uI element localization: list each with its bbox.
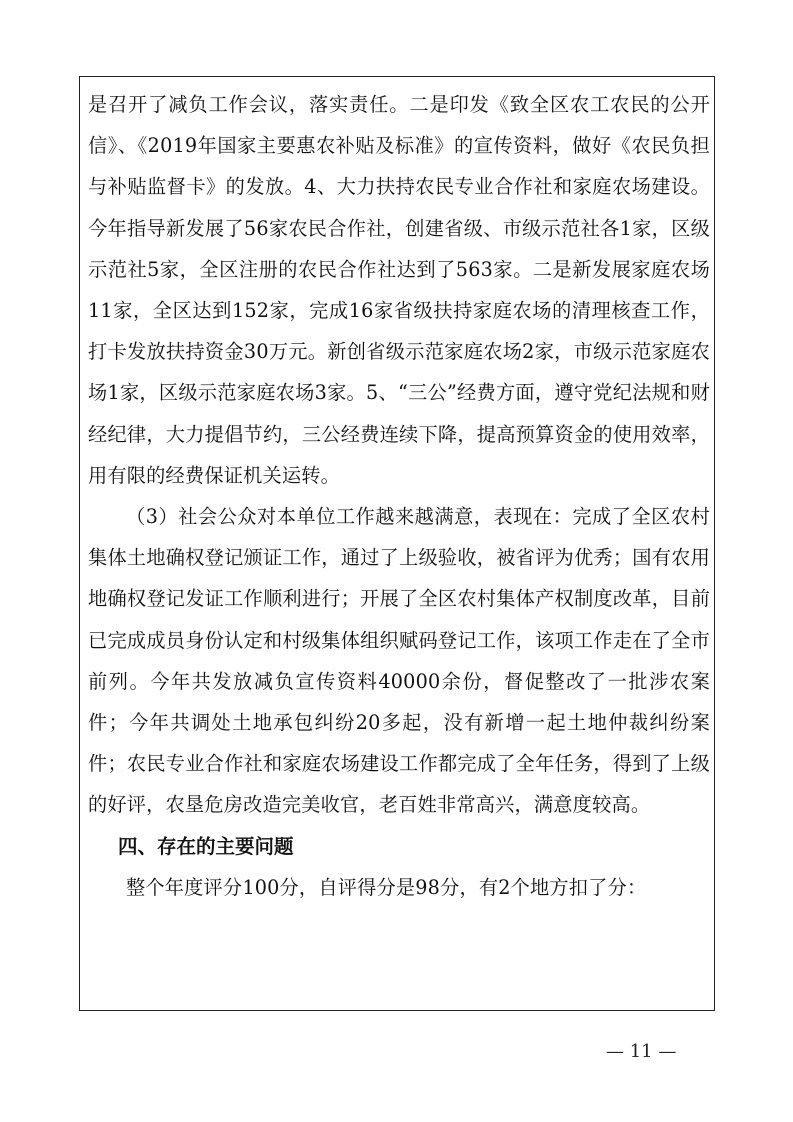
- paragraph-score-summary: 整个年度评分100分，自评得分是98分，有2个地方扣了分：: [126, 875, 647, 899]
- section-heading: 四、存在的主要问题: [118, 834, 294, 858]
- document-body: [88, 84, 710, 908]
- paragraph-continuation: 是召开了减负工作会议，落实责任。二是印发《致全区农工农民的公开信》、《2019年国家主要惠农补贴及标准》的宣传资料，做好《农民负担与补贴监督卡》的发放。4、大力扶持农民专业合作社和家庭农场建设。今年指导新发展了56家农民合作社，创建省级、市级示范社各1家，区级示范社5家，全区注册的农民合作社达到了563家。二是新发展家庭农场11家，全区达到152家，完成16家省级扶持家庭农场的清理核查工作，打卡发放扶持资金30万元。新创省级示范家庭农场2家，市级示范家庭农场1家，区级示范家庭农场3家。5、“三公”经费方面，遵守党纪法规和财经纪律，大力提倡节约，三公经费连续下降，提高预算资金的使用效率，用有限的经费保证机关运转。: [88, 93, 710, 487]
- page-number: — 11 —: [606, 1041, 677, 1062]
- paragraph-public-satisfaction: （3）社会公众对本单位工作越来越满意，表现在：完成了全区农村集体土地确权登记颁证工作，通过了上级验收，被省评为优秀；国有农用地确权登记发证工作顺利进行；开展了全区农村集体产权制度改革，目前已完成成员身份认定和村级集体组织赋码登记工作，该项工作走在了全市前列。今年共发放减负宣传资料40000余份，督促整改了一批涉农案件；今年共调处土地承包纠纷20多起，没有新增一起土地仲裁纠纷案件；农民专业合作社和家庭农场建设工作都完成了全年任务，得到了上级的好评，农垦危房改造完美收官，老百姓非常高兴，满意度较高。: [88, 505, 710, 817]
